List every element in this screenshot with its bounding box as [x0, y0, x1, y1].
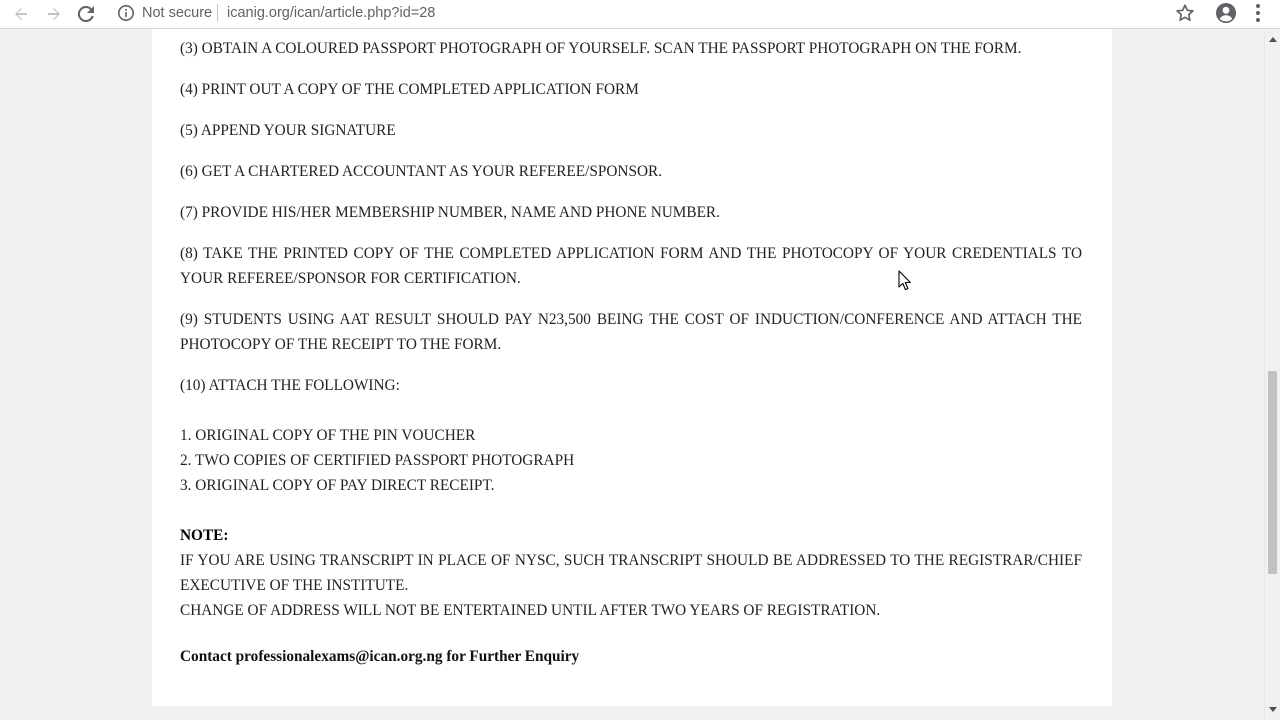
menu-icon[interactable]	[1252, 2, 1264, 24]
note-address: CHANGE OF ADDRESS WILL NOT BE ENTERTAINED UNTIL AFTER TWO YEARS OF REGISTRATION.	[180, 602, 881, 619]
step-9: (9) STUDENTS USING AAT RESULT SHOULD PAY N23,500 BEING THE COST OF INDUCTION/CONFERENCE AND ATTACH THE PHOTOCOPY OF THE RECEIPT TO THE FORM.	[180, 311, 1082, 353]
browser-toolbar	[0, 0, 1280, 29]
url-text[interactable]: icanig.org/ican/article.php?id=28	[227, 5, 436, 21]
article-body	[180, 36, 1082, 669]
vertical-scrollbar[interactable]	[1264, 29, 1280, 720]
address-divider	[217, 4, 218, 22]
account-icon[interactable]	[1214, 1, 1238, 25]
forward-icon	[46, 6, 62, 22]
step-10: (10) ATTACH THE FOLLOWING:	[180, 377, 400, 394]
step-7: (7) PROVIDE HIS/HER MEMBERSHIP NUMBER, NAME AND PHONE NUMBER.	[180, 204, 720, 221]
scroll-up-icon	[1269, 36, 1277, 42]
info-icon[interactable]	[117, 4, 135, 22]
reload-icon	[78, 6, 94, 22]
scroll-down-button[interactable]	[1265, 703, 1280, 717]
scroll-down-icon	[1269, 707, 1277, 713]
back-button[interactable]	[9, 2, 33, 26]
step-4: (4) PRINT OUT A COPY OF THE COMPLETED APPLICATION FORM	[180, 81, 639, 98]
note-section	[180, 523, 1082, 623]
back-icon	[13, 6, 29, 22]
address-bar[interactable]	[108, 1, 1208, 25]
scroll-up-button[interactable]	[1265, 32, 1280, 46]
step-8: (8) TAKE THE PRINTED COPY OF THE COMPLETED APPLICATION FORM AND THE PHOTOCOPY OF YOUR CREDENTIALS TO YOUR REFEREE/SPONSOR FOR CERTIFICATION.	[180, 245, 1082, 287]
article-container	[152, 29, 1112, 706]
contact-line: Contact professionalexams@ican.org.ng for Further Enquiry	[180, 648, 580, 665]
step-6: (6) GET A CHARTERED ACCOUNTANT AS YOUR REFEREE/SPONSOR.	[180, 163, 663, 180]
step-3: (3) OBTAIN A COLOURED PASSPORT PHOTOGRAPH OF YOURSELF. SCAN THE PASSPORT PHOTOGRAPH ON THE FORM.	[180, 40, 1022, 57]
mouse-cursor-icon	[898, 270, 912, 292]
list-item: 1. ORIGINAL COPY OF THE PIN VOUCHER	[180, 427, 476, 444]
security-status[interactable]: Not secure	[142, 5, 213, 21]
attachment-list	[180, 423, 1082, 498]
note-transcript: IF YOU ARE USING TRANSCRIPT IN PLACE OF NYSC, SUCH TRANSCRIPT SHOULD BE ADDRESSED TO THE REGISTRAR/CHIEF EXECUTIVE OF THE INSTITUTE.	[180, 552, 1082, 594]
reload-button[interactable]	[74, 2, 98, 26]
star-icon[interactable]	[1174, 2, 1196, 24]
note-title: NOTE:	[180, 527, 229, 544]
page-viewport	[0, 29, 1264, 720]
forward-button[interactable]	[42, 2, 66, 26]
list-item: 3. ORIGINAL COPY OF PAY DIRECT RECEIPT.	[180, 477, 495, 494]
step-5: (5) APPEND YOUR SIGNATURE	[180, 122, 396, 139]
scroll-thumb[interactable]	[1268, 371, 1277, 574]
list-item: 2. TWO COPIES OF CERTIFIED PASSPORT PHOTOGRAPH	[180, 452, 575, 469]
